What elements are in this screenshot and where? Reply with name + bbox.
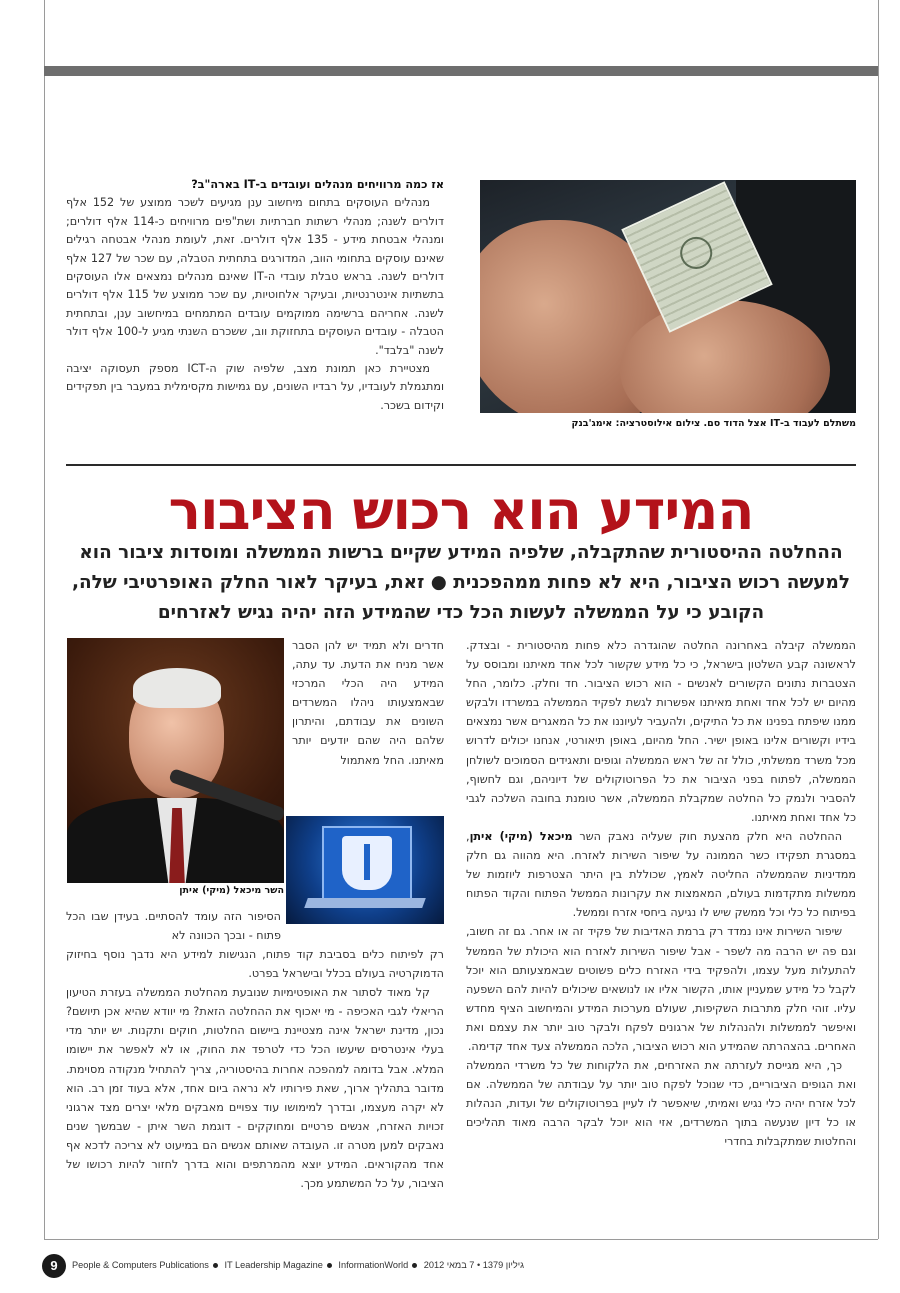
body-paragraph: קל מאוד לסתור את האופטימיות שנובעת מהחלטת הממשלה בעזרת הטיעון הריאלי לגבי האכיפה - מי יאכוף את ההחלטה הזאת? מי יוודא שהיא אכן תיושם? נכון, מדינת ישראל אינה מצטיינת ביישום החלטות, חוקים ותקנות. יש יותר מדי בעלי אינטרסים שיעשו הכל כדי לטרפד את החוק, או לא לאפשר את יישומו המלא. אבל בדומה למהפכה אחרות בהיסטוריה, צריך להתחיל מנקודה מסוימת. מדובר בתהליך ארוך, שאת פירותיו לא נראה ביום אחד, אלא בעוד זמן רב. הוא לא יקרה מעצמו, ובדרך למימושו עוד צפויים מאבקים מלאי יצרים מצד ארגוני זכויות האזרח, אנשים פרטיים ומחוקקים - דוגמת השר איתן - שבמשך שנים נאבקים למען מטרה זו. העובדה שאותם אנשים הם במיעוט לא צריכה לדכא אף אחד מהקוראים. המידע יוצא מהמרתפים והוא בדרך לחזור להיות רכושו של הציבור, על כל המשתמע מכך. [66, 986, 444, 1191]
section-divider [66, 464, 856, 466]
minister-photo-caption: השר מיכאל (מיקי) איתן [179, 885, 284, 896]
laptop-emblem-photo [286, 816, 444, 924]
article-deck: ההחלטה ההיסטורית שהתקבלה, שלפיה המידע שקיים ברשות הממשלה ומוסדות ציבור הוא למעשה רכוש הציבור, היא לא פחות ממהפכנית ● זאת, בעיקר לאור החלק האופרטיבי שלה, הקובע כי על הממשלה לעשות הכל כדי שהמידע הזה יהיה נגיש לאזרחים [72, 542, 850, 623]
page-number: 9 [42, 1254, 66, 1278]
footer-issue: גיליון 1379 • 7 במאי 2012 [423, 1260, 525, 1270]
body-column-left-narrow: חדרים ולא תמיד יש להן הסבר אשר מניח את הדעת. עד עתה, המידע היה הכלי המרכזי שבאמצעותו ניהלו המשרדים השונים את עבודתם, והיתרון שלהם היה שהם יודעים יותר מאיתנו. החל מאתמול [292, 639, 444, 767]
body-paragraph: רק לפיתוח כלים בסביבת קוד פתוח, הנגישות למידע היא נדבך נוסף בחיזוק הדמוקרטיה בעולם בכלל ובישראל בפרט. [66, 948, 444, 981]
state-emblem-icon [342, 836, 392, 890]
qa-sidebar [66, 176, 444, 415]
footer-publisher: People & Computers Publications [72, 1260, 209, 1270]
footer-magazine: IT Leadership Magazine [224, 1260, 323, 1270]
minister-photo [67, 638, 284, 883]
page-footer [42, 1254, 882, 1278]
header-bar [44, 66, 878, 76]
article-headline: המידע הוא רכוש הציבור [168, 479, 754, 542]
body-paragraph: ההחלטה היא חלק מהצעת חוק שעליה נאבק השר מיכאל (מיקי) איתן, במסגרת תפקידו כשר הממונה על שיפור השירות לאזרח. היא מהווה גם חלק ממדיניות שהממשלה החליטה לאמץ, שכוללת בין היתר הצטרפות ליוזמות של ממשלות מתקדמות בעולם, המאמצות את עקרונות הממשל הפתוח והקוד הפתוח בפיתוח כל כלי וכל ממשק שיש לו נגיעה ביחסי אזרח וממשל. [466, 829, 856, 920]
qa-answer-1: מנהלים העוסקים בתחום מיחשוב ענן מגיעים לשכר ממוצע של 152 אלף דולרים לשנה; מנהלי רשתות חברתיות ושת"פים מרוויחים כ-114 אלף דולרים; ומנהלי אבטחת מידע - 135 אלף דולרים. זאת, לעומת מנהלי אבטחה רגילים שאינם עוסקים בתחומי הווב, המדורגים בתחתית הטבלה, עם שכר של 127 אלף דולרים לשנה. בראש טבלת עובדי ה-IT שאינם מנהלים נמצאים אלו העוסקים בתשתיות אינטרנטיות, ובעיקר אלחוטיות, עם שכר ממוצע של 115 אלף דולרים לשנה. אחריהם ברשימה ממוקמים עובדים המתמחים במיחשוב ענן, ובתחתית הטבלה - עובדים העוסקים בתחזוקת ווב, ששכרם השנתי מגיע ל-100 אלף דולר לשנה "בלבד". [66, 196, 444, 357]
qa-question: אז כמה מרוויחים מנהלים ועובדים ב-IT בארה"ב? [191, 178, 444, 191]
footer-divider [44, 1239, 878, 1240]
money-photo [480, 180, 856, 413]
body-column-left-wide [66, 945, 444, 1193]
page-border-right [878, 0, 879, 1239]
qa-answer-2: מצטיירת כאן תמונת מצב, שלפיה שוק ה-ICT מספק תעסוקה יציבה ומתגמלת לעובדיו, על רבדיו השונים, עם גמישות מקסימלית במעבר בין תפקידים וקידום בשכר. [66, 362, 444, 412]
footer-site: InformationWorld [338, 1260, 409, 1270]
page-border-left [44, 0, 45, 1239]
body-column-right [466, 636, 856, 1152]
body-column-left-mid: הסיפור הזה עומד להסתיים. בעידן שבו הכל פתוח - ובכך הכוונה לא [66, 910, 281, 943]
body-paragraph: שיפור השירות אינו נמדד רק ברמת האדיבות של פקיד זה או אחר. גם זה חשוב, וגם פה יש הרבה מה לשפר - אבל שיפור השירות לאזרח הוא היכולת של הממשל להתעלות מעל עצמו, ולהפקיד בידי האזרח כלים פשוטים שבאמצעותם הוא יוכל לקבל כל מידע שמעניין אותו, הקשור אליו או לנושאים שיכולים להיות להם השפעה עליו. זוהי חלק מתרבות השקיפות, שעולם מערכות המידע והמיחשוב הציף מחדש ואיפשר לממשלות ולהנהלות של ארגונים לפקח ולבקר טוב יותר את עצמם ואת האחרים. בהצהרתה שהמידע הוא רכוש הציבור, הלכה הממשלה צעד אחד קדימה. [466, 925, 856, 1053]
body-paragraph: הממשלה קיבלה באחרונה החלטה שהוגדרה כלא פחות מהיסטורית - ובצדק. לראשונה קבע השלטון בישראל, כי כל מידע שקשור לכל אחד מאיתנו ומבוסס על הצטברות נתונים הקשורים לאנשים - הוא רכוש הציבור. חד וחלק. כלומר, החל מהיום יש לכל אחד ואחת מאיתנו אפשרות לגשת לפקיד הממשלה במשרדו ולבקש ממנו שיפתח בפנינו את כל התיקים, ולהעביר לעיוננו את כל המאגרים אשר נמצאים בידיו וקשורים אלינו באופן ישיר. החל מהיום, באופן תיאורטי, אנחנו יכולים לדרוש מכל משרד ממשלתי, כולל זה של ראש הממשלה וגופים ותאגידים הסמוכים לשולחן הממשלה, לפתוח בפני הציבור את כל הפרוטוקולים של דיוניהם, וגם לחשוף, להסביר ולנמק כל החלטה שמקבלת הממשלה, אשר טומנת בחובה השלכה לגבי כל אחד ואחת מאיתנו. [466, 639, 856, 824]
money-photo-caption: משתלם לעבוד ב-IT אצל הדוד סם. צילום אילוסטרציה: אימג'בנק [571, 418, 856, 429]
body-paragraph: כך, היא מגייסת לעזרתה את האזרחים, את הלקוחות של כל משרדי הממשלה ואת הגופים הציבוריים, כדי שנוכל לפקח טוב יותר על עבודתה של הממשלה. אם לכל אזרח יהיה כלי נגיש ואמיתי, שיאפשר לו לעיין בפרוטוקולים של ועדות, הנהלות או כל דיון שנעשה בתוך המשרדים, אזי הוא יוכל לבקר הרבה מאוד תהליכים והחלטות שמתקבלות בחדרי [466, 1059, 856, 1149]
minister-name: מיכאל (מיקי) איתן [469, 829, 573, 843]
